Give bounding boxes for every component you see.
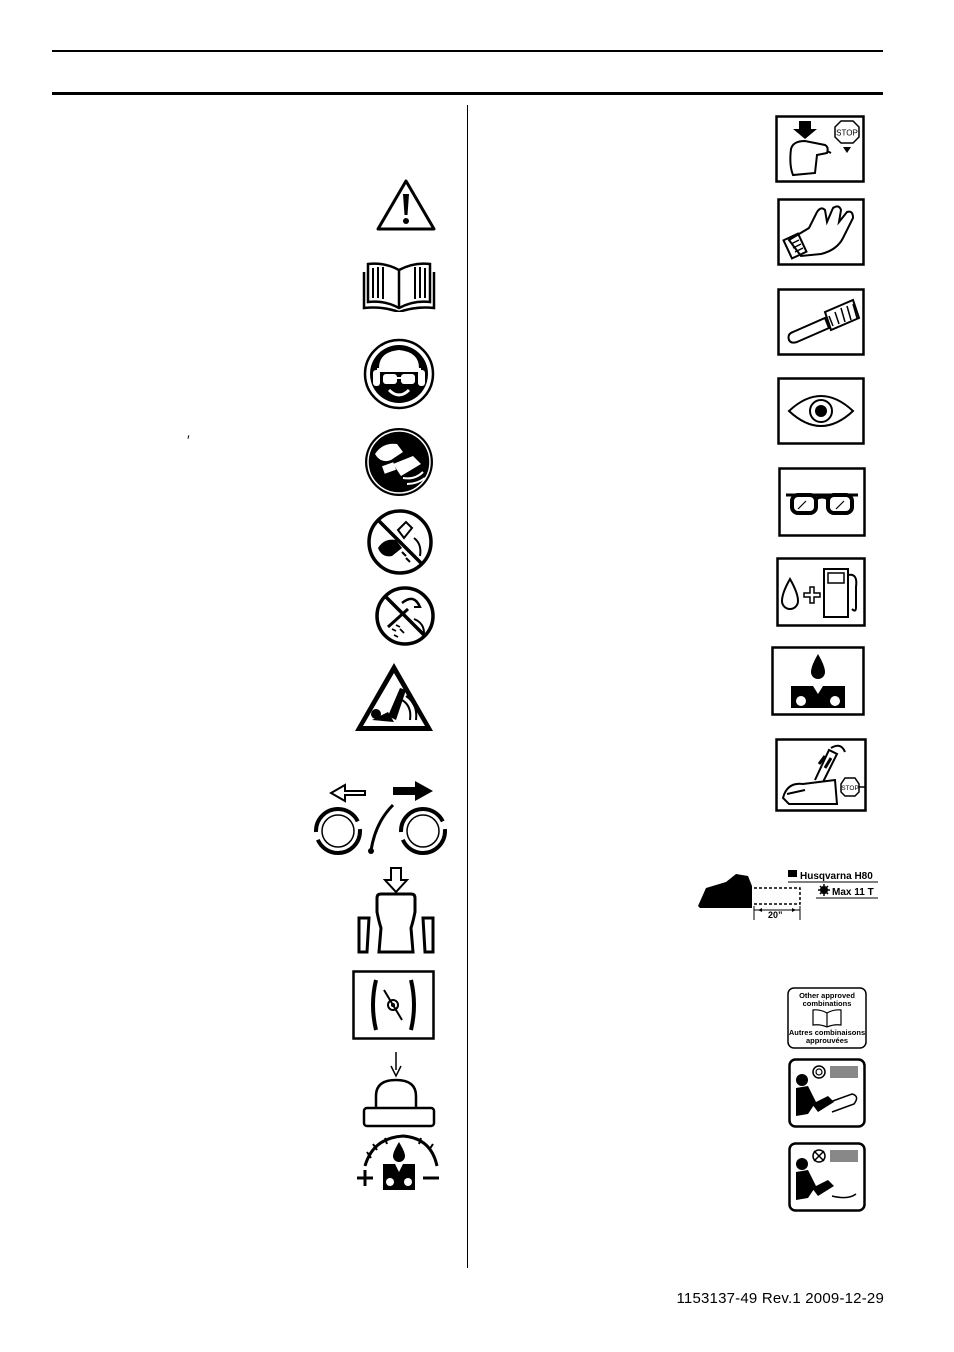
header-rule-top — [52, 50, 883, 52]
no-one-hand-icon — [366, 508, 434, 576]
oil-pump-adjust-icon — [355, 1132, 441, 1192]
approved-line4: approuvées — [805, 1036, 849, 1045]
primer-bulb-icon — [362, 1050, 438, 1128]
header-rule-bottom — [52, 92, 883, 95]
stray-mark: ′ — [187, 432, 190, 448]
stop-switch-icon — [775, 115, 865, 183]
protective-gloves-icon — [777, 198, 865, 266]
approved-line2: combinations — [802, 999, 852, 1008]
no-tip-contact-icon — [374, 585, 436, 647]
fuel-mix-icon — [776, 557, 866, 627]
kickback-warning-icon — [352, 660, 436, 734]
sprocket-text: Max 11 T — [832, 887, 874, 898]
bar-length-text: 20” — [768, 910, 783, 920]
decompression-valve-icon — [352, 970, 435, 1040]
stop-sign-text: STOP — [836, 128, 858, 138]
choke-control-icon — [355, 866, 437, 956]
chain-oil-icon — [771, 646, 865, 716]
read-manual-icon — [362, 258, 436, 312]
chain-brake-stop-icon — [775, 738, 867, 812]
approved-line1: Other approved — [799, 991, 855, 1000]
footer-doc-ref: 1153137-49 Rev.1 2009-12-29 — [676, 1290, 884, 1307]
operator-chain-icon — [788, 1058, 866, 1128]
bar-chain-label — [696, 866, 882, 922]
visual-check-eye-icon — [777, 377, 865, 445]
approved-line3: Autres combinaisons — [788, 1028, 866, 1037]
cleaning-brush-icon — [777, 288, 865, 356]
stop-small-text: STOP — [841, 785, 859, 792]
chain-brake-diagram-icon — [305, 775, 447, 857]
column-divider — [467, 105, 468, 1268]
safety-glasses-icon — [778, 467, 866, 537]
two-hand-operation-icon — [363, 426, 435, 498]
operator-chain-crossed-icon — [788, 1142, 866, 1212]
protective-gear-icon — [363, 338, 435, 410]
bar-brand-text: Husqvarna H80 — [800, 871, 873, 882]
approved-combinations-label — [787, 987, 867, 1049]
warning-triangle-icon — [375, 178, 437, 232]
